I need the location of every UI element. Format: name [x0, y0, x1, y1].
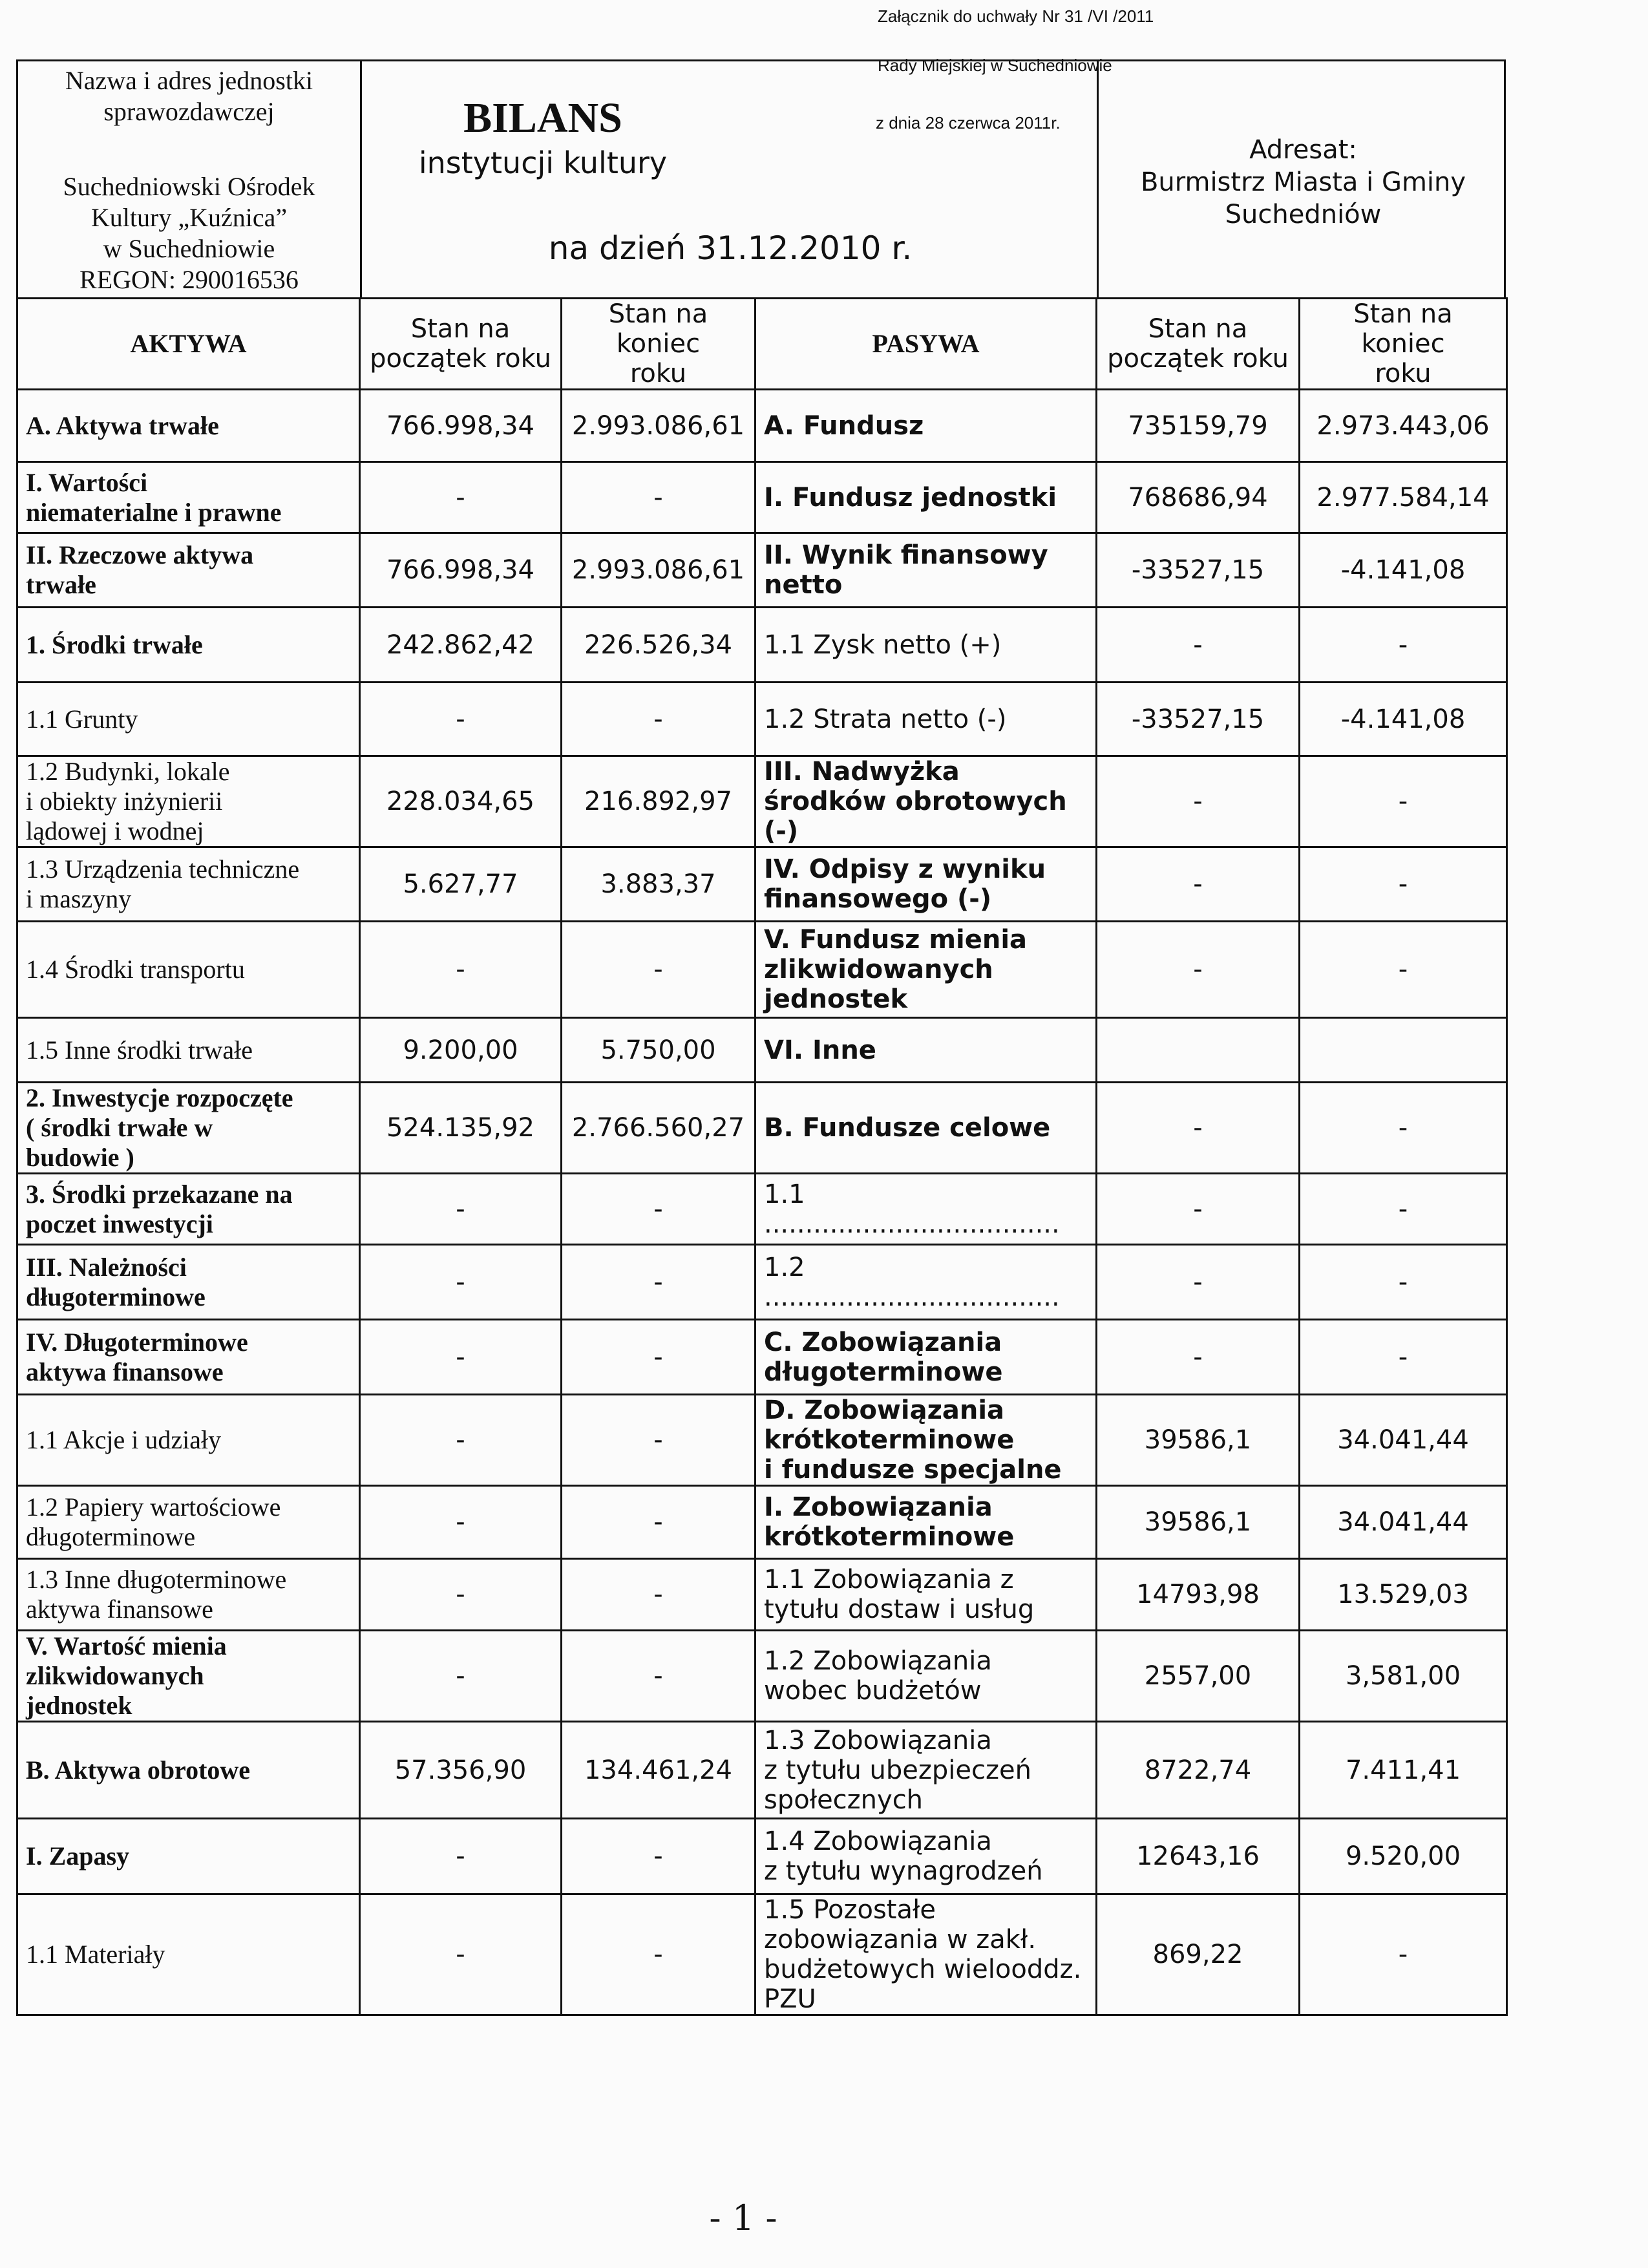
liability-label: I. Fundusz jednostki: [755, 462, 1097, 533]
asset-label: 1.2 Papiery wartościowe długoterminowe: [17, 1486, 360, 1559]
liability-label: B. Fundusze celowe: [755, 1083, 1097, 1174]
table-row: [17, 1894, 1507, 2015]
liability-end-value: 9.520,00: [1300, 1819, 1507, 1894]
asset-label: 2. Inwestycje rozpoczęte ( środki trwałe w budowie ): [17, 1083, 360, 1174]
asset-start-value: -: [360, 1395, 562, 1486]
asset-end-value: 134.461,24: [562, 1722, 755, 1819]
asset-start-value: -: [360, 1486, 562, 1559]
page-number: - 1 -: [709, 2198, 777, 2238]
asset-end-value: -: [562, 462, 755, 533]
asset-end-value: -: [562, 1894, 755, 2015]
liability-label: A. Fundusz: [755, 390, 1097, 462]
table-row: [17, 1320, 1507, 1395]
asset-end-value: -: [562, 1245, 755, 1320]
table-row: [17, 608, 1507, 683]
liability-label: 1.1 Zobowiązania z tytułu dostaw i usług: [755, 1559, 1097, 1631]
liability-end-value: 34.041,44: [1300, 1395, 1507, 1486]
liability-label: III. Nadwyżka środków obrotowych (-): [755, 756, 1097, 847]
liability-start-value: -33527,15: [1097, 533, 1300, 608]
liability-start-value: 8722,74: [1097, 1722, 1300, 1819]
liability-end-value: -: [1300, 1245, 1507, 1320]
asset-start-value: -: [360, 1819, 562, 1894]
table-row: [17, 922, 1507, 1018]
liability-end-value: 34.041,44: [1300, 1486, 1507, 1559]
table-row: [17, 683, 1507, 756]
table-row: [17, 1395, 1507, 1486]
title-block: [362, 61, 1099, 297]
liability-label: 1.3 Zobowiązania z tytułu ubezpieczeń społecznych: [755, 1722, 1097, 1819]
liability-end-value: -: [1300, 756, 1507, 847]
table-row: [17, 1819, 1507, 1894]
liabilities-end-header: Stan na koniec roku: [1300, 299, 1507, 390]
liability-end-value: -: [1300, 1320, 1507, 1395]
table-row: [17, 1722, 1507, 1819]
liability-start-value: 735159,79: [1097, 390, 1300, 462]
liability-label: II. Wynik finansowy netto: [755, 533, 1097, 608]
liability-end-value: -4.141,08: [1300, 683, 1507, 756]
asset-label: I. Zapasy: [17, 1819, 360, 1894]
liability-start-value: 768686,94: [1097, 462, 1300, 533]
asset-start-value: 57.356,90: [360, 1722, 562, 1819]
entity-label: Nazwa i adres jednostki sprawozdawczej: [65, 66, 313, 126]
table-row: [17, 1486, 1507, 1559]
liability-label: 1.4 Zobowiązania z tytułu wynagrodzeń: [755, 1819, 1097, 1894]
liability-start-value: 869,22: [1097, 1894, 1300, 2015]
liability-end-value: -: [1300, 847, 1507, 922]
asset-end-value: 2.766.560,27: [562, 1083, 755, 1174]
table-row: [17, 533, 1507, 608]
liability-label: C. Zobowiązania długoterminowe: [755, 1320, 1097, 1395]
liability-end-value: 2.977.584,14: [1300, 462, 1507, 533]
asset-start-value: -: [360, 922, 562, 1018]
liability-end-value: 13.529,03: [1300, 1559, 1507, 1631]
asset-start-value: 524.135,92: [360, 1083, 562, 1174]
liability-start-value: -33527,15: [1097, 683, 1300, 756]
liability-end-value: [1300, 1018, 1507, 1083]
table-row: [17, 1083, 1507, 1174]
asset-label: 1.1 Grunty: [17, 683, 360, 756]
asset-start-value: 5.627,77: [360, 847, 562, 922]
asset-label: 1.1 Materiały: [17, 1894, 360, 2015]
liability-end-value: -: [1300, 922, 1507, 1018]
liability-label: 1.1 Zysk netto (+): [755, 608, 1097, 683]
assets-start-header: Stan na początek roku: [360, 299, 562, 390]
balance-date: na dzień 31.12.2010 r.: [548, 229, 913, 267]
liability-label: VI. Inne: [755, 1018, 1097, 1083]
liability-end-value: -: [1300, 608, 1507, 683]
asset-end-value: -: [562, 1395, 755, 1486]
table-row: [17, 1018, 1507, 1083]
liability-start-value: -: [1097, 1245, 1300, 1320]
table-row: [17, 1559, 1507, 1631]
liability-start-value: 12643,16: [1097, 1819, 1300, 1894]
asset-end-value: -: [562, 683, 755, 756]
asset-start-value: -: [360, 1320, 562, 1395]
asset-start-value: -: [360, 462, 562, 533]
addressee: Adresat: Burmistrz Miasta i Gminy Suchedniów: [1140, 135, 1466, 229]
liability-start-value: -: [1097, 608, 1300, 683]
liability-end-value: 7.411,41: [1300, 1722, 1507, 1819]
liability-label: D. Zobowiązania krótkoterminowe i fundusze specjalne: [755, 1395, 1097, 1486]
asset-label: I. Wartości niematerialne i prawne: [17, 462, 360, 533]
liability-end-value: 2.973.443,06: [1300, 390, 1507, 462]
asset-end-value: 2.993.086,61: [562, 533, 755, 608]
asset-end-value: -: [562, 1320, 755, 1395]
asset-end-value: 226.526,34: [562, 608, 755, 683]
asset-end-value: -: [562, 1559, 755, 1631]
table-row: [17, 1245, 1507, 1320]
liability-end-value: 3,581,00: [1300, 1631, 1507, 1722]
asset-end-value: 3.883,37: [562, 847, 755, 922]
asset-start-value: 766.998,34: [360, 390, 562, 462]
asset-label: 1.2 Budynki, lokale i obiekty inżynierii lądowej i wodnej: [17, 756, 360, 847]
liability-start-value: [1097, 1018, 1300, 1083]
liability-start-value: 39586,1: [1097, 1486, 1300, 1559]
document-subtitle: instytucji kultury: [418, 145, 668, 180]
liability-start-value: 2557,00: [1097, 1631, 1300, 1722]
asset-start-value: -: [360, 1894, 562, 2015]
asset-label: 1. Środki trwałe: [17, 608, 360, 683]
assets-header: AKTYWA: [17, 299, 360, 390]
liability-label: V. Fundusz mienia zlikwidowanych jednostek: [755, 922, 1097, 1018]
asset-label: 1.4 Środki transportu: [17, 922, 360, 1018]
liability-label: 1.2 Strata netto (-): [755, 683, 1097, 756]
table-row: [17, 1174, 1507, 1245]
asset-label: 3. Środki przekazane na poczet inwestycji: [17, 1174, 360, 1245]
liabilities-header: PASYWA: [755, 299, 1097, 390]
liability-start-value: -: [1097, 756, 1300, 847]
asset-end-value: -: [562, 1819, 755, 1894]
liability-label: 1.1 ....................................: [755, 1174, 1097, 1245]
asset-start-value: -: [360, 1245, 562, 1320]
asset-start-value: -: [360, 1559, 562, 1631]
liability-end-value: -: [1300, 1083, 1507, 1174]
document-title: BILANS: [463, 94, 622, 142]
liability-label: 1.2 ....................................: [755, 1245, 1097, 1320]
asset-label: 1.3 Urządzenia techniczne i maszyny: [17, 847, 360, 922]
asset-label: A. Aktywa trwałe: [17, 390, 360, 462]
asset-start-value: -: [360, 1631, 562, 1722]
liability-end-value: -: [1300, 1894, 1507, 2015]
asset-start-value: 242.862,42: [360, 608, 562, 683]
asset-label: 1.3 Inne długoterminowe aktywa finansowe: [17, 1559, 360, 1631]
table-row: [17, 756, 1507, 847]
table-row: [17, 1631, 1507, 1722]
asset-end-value: -: [562, 1174, 755, 1245]
asset-end-value: -: [562, 922, 755, 1018]
asset-start-value: -: [360, 683, 562, 756]
table-row: [17, 462, 1507, 533]
balance-sheet-table: [16, 297, 1508, 2016]
table-header-row: [17, 299, 1507, 390]
asset-start-value: 9.200,00: [360, 1018, 562, 1083]
table-row: [17, 390, 1507, 462]
asset-label: 1.1 Akcje i udziały: [17, 1395, 360, 1486]
annex-line-3: z dnia 28 czerwca 2011r.: [876, 113, 1061, 132]
liability-start-value: -: [1097, 1320, 1300, 1395]
asset-label: 1.5 Inne środki trwałe: [17, 1018, 360, 1083]
asset-label: III. Należności długoterminowe: [17, 1245, 360, 1320]
liability-label: IV. Odpisy z wyniku finansowego (-): [755, 847, 1097, 922]
asset-end-value: -: [562, 1486, 755, 1559]
entity-name: Suchedniowski Ośrodek Kultury „Kuźnica” w Suchedniowie REGON: 290016536: [63, 172, 315, 294]
asset-label: V. Wartość mienia zlikwidowanych jednostek: [17, 1631, 360, 1722]
reporting-entity: [18, 61, 362, 297]
asset-label: IV. Długoterminowe aktywa finansowe: [17, 1320, 360, 1395]
liability-start-value: -: [1097, 847, 1300, 922]
assets-end-header: Stan na koniec roku: [562, 299, 755, 390]
asset-end-value: 216.892,97: [562, 756, 755, 847]
liability-start-value: -: [1097, 922, 1300, 1018]
liability-start-value: -: [1097, 1083, 1300, 1174]
liability-start-value: 39586,1: [1097, 1395, 1300, 1486]
liability-label: 1.2 Zobowiązania wobec budżetów: [755, 1631, 1097, 1722]
table-row: [17, 847, 1507, 922]
asset-label: B. Aktywa obrotowe: [17, 1722, 360, 1819]
annex-line-1: Załącznik do uchwały Nr 31 /VI /2011: [878, 6, 1154, 26]
liability-label: I. Zobowiązania krótkoterminowe: [755, 1486, 1097, 1559]
asset-label: II. Rzeczowe aktywa trwałe: [17, 533, 360, 608]
liability-label: 1.5 Pozostałe zobowiązania w zakł. budżetowych wielooddz. PZU: [755, 1894, 1097, 2015]
asset-end-value: -: [562, 1631, 755, 1722]
liabilities-start-header: Stan na początek roku: [1097, 299, 1300, 390]
liability-end-value: -: [1300, 1174, 1507, 1245]
asset-end-value: 2.993.086,61: [562, 390, 755, 462]
asset-start-value: 228.034,65: [360, 756, 562, 847]
liability-end-value: -4.141,08: [1300, 533, 1507, 608]
liability-start-value: 14793,98: [1097, 1559, 1300, 1631]
document-header: [16, 59, 1506, 297]
asset-end-value: 5.750,00: [562, 1018, 755, 1083]
asset-start-value: 766.998,34: [360, 533, 562, 608]
annex-line-2: Rady Miejskiej w Suchedniowie: [878, 56, 1112, 75]
asset-start-value: -: [360, 1174, 562, 1245]
liability-start-value: -: [1097, 1174, 1300, 1245]
